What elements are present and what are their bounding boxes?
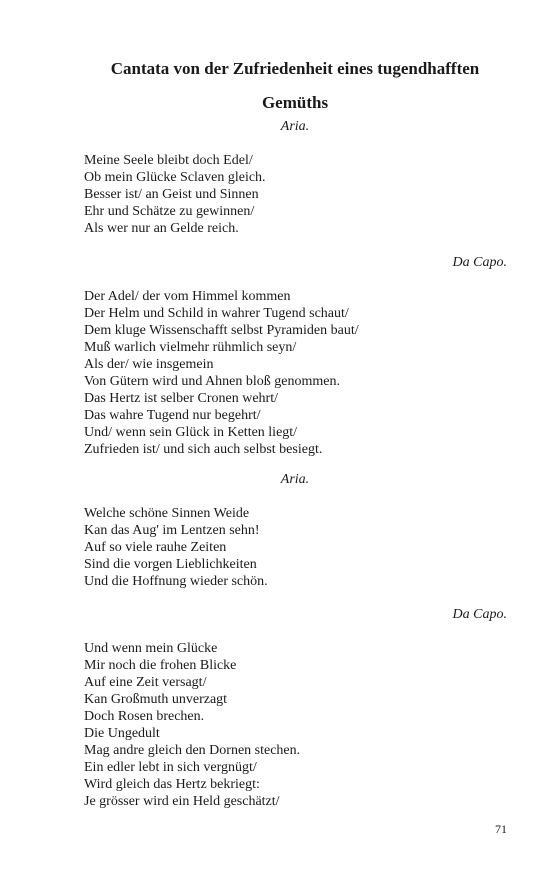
- aria-heading-2: Aria.: [280, 472, 310, 487]
- verse-line: Als der/ wie insgemein: [84, 357, 214, 372]
- verse-line: Als wer nur an Gelde reich.: [84, 221, 239, 236]
- verse-line: Meine Seele bleibt doch Edel/: [84, 153, 253, 168]
- verse-line: Mir noch die frohen Blicke: [84, 658, 237, 673]
- verse-line: Dem kluge Wissenschafft selbst Pyramiden baut/: [84, 323, 359, 338]
- verse-line: Das Hertz ist selber Cronen wehrt/: [84, 391, 278, 406]
- page-number: 71: [495, 822, 507, 836]
- verse-line: Der Helm und Schild in wahrer Tugend schaut/: [84, 306, 349, 321]
- verse-line: Ob mein Glücke Sclaven gleich.: [84, 170, 266, 185]
- verse-line: Auf so viele rauhe Zeiten: [84, 540, 227, 555]
- verse-line: Kan Großmuth unverzagt: [84, 692, 228, 707]
- page-title-line-2: Gemüths: [261, 93, 329, 112]
- verse-line: Je grösser wird ein Held geschätzt/: [84, 794, 280, 809]
- verse-line: Ein edler lebt in sich vergnügt/: [84, 760, 257, 775]
- verse-line: Doch Rosen brechen.: [84, 709, 205, 724]
- verse-line: Mag andre gleich den Dornen stechen.: [84, 743, 301, 758]
- verse-line: Die Ungedult: [84, 726, 160, 741]
- verse-line: Auf eine Zeit versagt/: [84, 675, 207, 690]
- verse-line: Und wenn mein Glücke: [84, 641, 218, 656]
- stanza-2: [84, 288, 359, 458]
- aria-heading-1: Aria.: [280, 119, 310, 134]
- verse-line: Sind die vorgen Lieblichkeiten: [84, 557, 257, 572]
- verse-line: Das wahre Tugend nur begehrt/: [84, 408, 261, 423]
- page-title-line-1: Cantata von der Zufriedenheit eines tugendhafften: [110, 59, 480, 78]
- da-capo-1: Da Capo.: [452, 255, 507, 270]
- verse-line: Und/ wenn sein Glück in Ketten liegt/: [84, 425, 298, 440]
- stanza-3: [84, 505, 268, 590]
- stanza-4: [84, 640, 300, 810]
- verse-line: Ehr und Schätze zu gewinnen/: [84, 204, 255, 219]
- verse-line: Und die Hoffnung wieder schön.: [84, 574, 268, 589]
- verse-line: Kan das Aug' im Lentzen sehn!: [84, 523, 260, 538]
- verse-line: Welche schöne Sinnen Weide: [84, 506, 250, 521]
- verse-line: Von Gütern wird und Ahnen bloß genommen.: [84, 374, 340, 389]
- verse-line: Wird gleich das Hertz bekriegt:: [84, 777, 260, 792]
- verse-line: Der Adel/ der vom Himmel kommen: [84, 289, 291, 304]
- verse-line: Zufrieden ist/ und sich auch selbst besiegt.: [84, 442, 323, 457]
- verse-line: Muß warlich vielmehr rühmlich seyn/: [84, 340, 297, 355]
- stanza-1: [84, 152, 266, 237]
- verse-line: Besser ist/ an Geist und Sinnen: [84, 187, 259, 202]
- da-capo-2: Da Capo.: [452, 607, 507, 622]
